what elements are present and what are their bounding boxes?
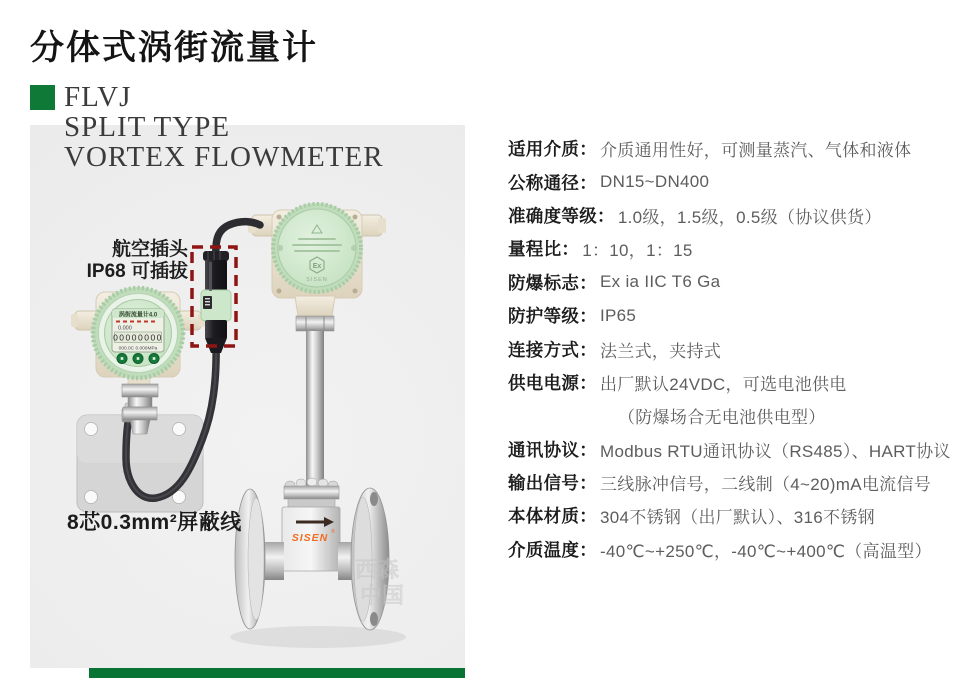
svg-text:西森: 西森 [355, 557, 400, 582]
model-block [30, 82, 384, 172]
spec-value: 介质通用性好，可测量蒸汽、气体和液体 [600, 141, 912, 161]
spec-label: 连接方式： [508, 339, 597, 360]
spec-row-ip [508, 299, 950, 332]
spec-row-medium [508, 132, 950, 165]
watermark [355, 557, 404, 608]
spec-value: 法兰式，夹持式 [600, 341, 722, 361]
product-image-panel [30, 125, 465, 668]
connector-annotation [85, 239, 188, 283]
connector-annotation-line2: IP68 可插拔 [86, 261, 188, 282]
connector-annotation-line1: 航空插头 [111, 239, 188, 260]
spec-label: 公称通径： [508, 172, 597, 193]
spec-row-output [508, 466, 950, 499]
spec-value: 三线脉冲信号，二线制（4~20)mA电流信号 [600, 475, 932, 495]
lcd-screen [112, 309, 164, 352]
spec-label: 防爆标志： [508, 272, 597, 293]
flowmeter-body [235, 478, 404, 630]
spec-row-diameter [508, 165, 950, 198]
spec-label: 适用介质： [508, 139, 597, 160]
spec-value: （防爆场合无电池供电型） [618, 408, 826, 428]
spec-row-material [508, 499, 950, 532]
hex-fitting [296, 316, 334, 331]
spec-value: Modbus RTU通讯协议（RS485）、HART协议 [600, 441, 951, 461]
bracket-hole [173, 423, 186, 436]
spec-value: 304不锈钢（出厂默认）、316不锈钢 [600, 508, 875, 528]
transmitter-unit [248, 203, 386, 487]
cable-annotation: 8芯0.3mm²屏蔽线 [67, 511, 242, 534]
bracket-hole [85, 491, 98, 504]
spec-label: 输出信号： [508, 473, 597, 494]
bracket-hole [85, 423, 98, 436]
spec-label: 本体材质： [508, 506, 597, 527]
spec-row-accuracy [508, 199, 950, 232]
lcd-totalizer: 00000000 [113, 332, 163, 343]
svg-text:中国: 中国 [360, 583, 405, 608]
spec-row-exproof [508, 266, 950, 299]
bottom-green-bar [89, 668, 465, 678]
page-title: 分体式涡街流量计 [30, 29, 318, 67]
spec-value: 1：10，1：15 [582, 241, 693, 261]
brand-reg-mark: ® [331, 529, 335, 535]
spec-list [508, 132, 950, 566]
spec-value: Ex ia IIC T6 Ga [600, 272, 721, 292]
model-line-1: FLVJ [64, 81, 132, 113]
meter-shadow [230, 626, 406, 648]
spec-row-power [508, 366, 950, 399]
spec-label: 通讯协议： [508, 439, 597, 460]
spec-label: 量程比： [508, 239, 580, 260]
model-line-2: SPLIT TYPE [64, 111, 231, 143]
spec-label: 介质温度： [508, 539, 597, 560]
product-illustration [30, 125, 465, 668]
spec-row-temperature [508, 533, 950, 566]
bolt-collar [284, 486, 339, 499]
model-line-3: VORTEX FLOWMETER [64, 141, 384, 173]
model-name [64, 82, 384, 172]
spec-label: 供电电源： [508, 372, 597, 393]
keypad-buttons [117, 354, 159, 364]
spec-row-turndown [508, 232, 950, 265]
aviation-connector [201, 251, 231, 353]
spec-label: 准确度等级： [508, 205, 615, 226]
lcd-bottom-row: 000.0C 0.000MPa [118, 346, 158, 352]
spec-value: IP65 [600, 305, 637, 325]
green-square-bullet [30, 85, 55, 110]
lcd-title: 涡街流量计4.0 [118, 312, 158, 319]
spec-value: DN15~DN400 [600, 172, 710, 192]
ex-mark-label: Ex [312, 263, 322, 270]
remote-display-unit [71, 287, 205, 434]
transmitter-neck [295, 296, 335, 316]
spec-value: 出厂默认24VDC，可选电池供电 [600, 374, 847, 394]
spec-row-protocol [508, 433, 950, 466]
stem-tube [306, 331, 324, 487]
lcd-flow-value: 0.000 [118, 325, 132, 332]
spec-row-connection [508, 332, 950, 365]
spec-label: 防护等级： [508, 306, 597, 327]
brand-logo: SISEN [291, 532, 329, 544]
transmitter-brand-label: SISEN [306, 277, 328, 283]
spec-value: -40℃~+250℃，-40℃~+400℃（高温型） [600, 541, 932, 561]
spec-row-power-cont [508, 399, 950, 432]
spec-value: 1.0级，1.5级，0.5级（协议供货） [617, 207, 882, 227]
